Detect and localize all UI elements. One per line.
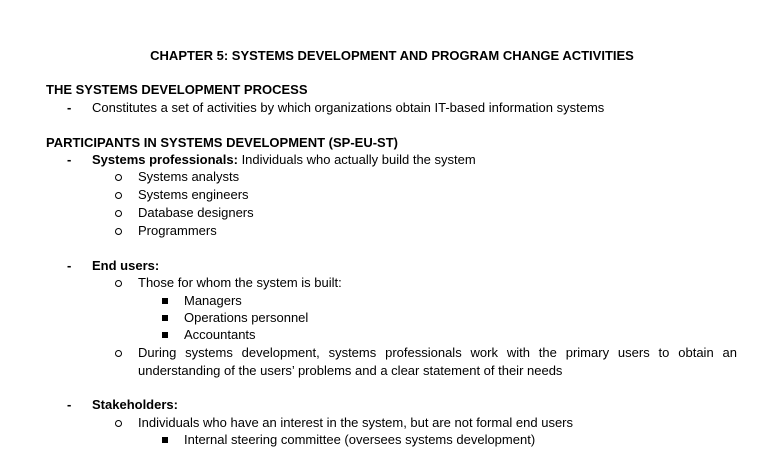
square-bullet-icon xyxy=(162,326,170,334)
list-item-text: Internal steering committee (oversees systems development) xyxy=(184,432,536,447)
list-item-text: Programmers xyxy=(138,223,217,238)
term-label: End users: xyxy=(92,258,160,273)
chapter-title: CHAPTER 5: SYSTEMS DEVELOPMENT AND PROGRAM CHANGE ACTIVITIES xyxy=(150,48,634,63)
dash-bullet: - xyxy=(67,152,72,167)
term-label: Systems professionals: xyxy=(92,152,238,167)
section-heading-participants: PARTICIPANTS IN SYSTEMS DEVELOPMENT (SP-EU-ST) xyxy=(46,135,398,150)
list-item-text: Individuals who have an interest in the system, but are not formal end users xyxy=(138,415,574,430)
square-bullet-icon xyxy=(162,309,170,317)
dash-bullet: - xyxy=(67,258,72,273)
circle-bullet-icon xyxy=(114,168,124,178)
paragraph-line: During systems development, systems professionals work with the primary users to obtain an xyxy=(138,345,737,360)
term-label: Stakeholders: xyxy=(92,397,178,412)
list-item-text: Accountants xyxy=(184,327,256,342)
list-item-text: Systems engineers xyxy=(138,187,249,202)
list-item-text: Systems analysts xyxy=(138,169,240,184)
circle-bullet-icon xyxy=(114,274,124,284)
list-item-text: Constitutes a set of activities by which organizations obtain IT-based information systems xyxy=(92,100,605,115)
circle-bullet-icon xyxy=(114,186,124,196)
circle-bullet-icon xyxy=(114,204,124,214)
circle-bullet-icon xyxy=(114,222,124,232)
square-bullet-icon xyxy=(162,431,170,439)
list-item-text: Operations personnel xyxy=(184,310,309,325)
circle-bullet-icon xyxy=(114,344,124,354)
dash-bullet: - xyxy=(67,397,72,412)
term-description: Individuals who actually build the system xyxy=(237,152,476,167)
paragraph-line: understanding of the users’ problems and a clear statement of their needs xyxy=(138,363,563,378)
list-item-text xyxy=(92,151,476,169)
list-item-text: Managers xyxy=(184,293,242,308)
list-item-text: Those for whom the system is built: xyxy=(138,275,342,290)
list-item-text: Database designers xyxy=(138,205,254,220)
dash-bullet: - xyxy=(67,100,72,115)
circle-bullet-icon xyxy=(114,414,124,424)
section-heading-process: THE SYSTEMS DEVELOPMENT PROCESS xyxy=(46,82,308,97)
square-bullet-icon xyxy=(162,292,170,300)
